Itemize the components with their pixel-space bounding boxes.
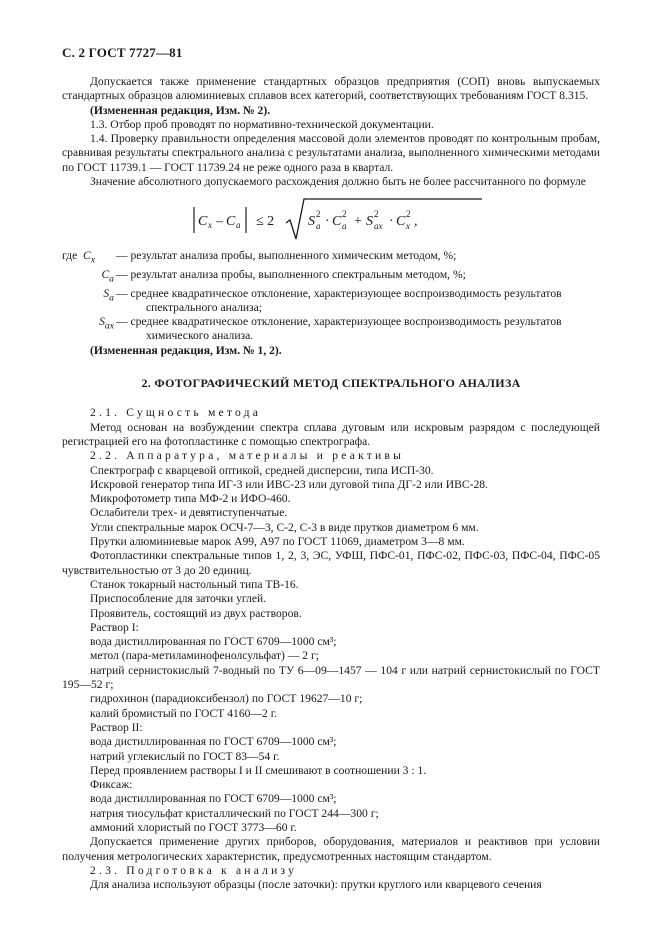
paragraph-sulfite: натрий сернистокислый 7-водный по ТУ 6—09—1457 — 104 г или натрий сернистокислый по ГОСТ 195—52 г;	[62, 663, 600, 692]
definition-cx	[62, 249, 600, 268]
definition-text-cx: — результат анализа пробы, выполненного химическим методом, %;	[116, 249, 457, 263]
definition-ca	[62, 268, 600, 287]
formula-cx2-sup: 2	[406, 209, 411, 220]
definition-text-sax: — среднее квадратическое отклонение, характеризующее воспроизводимость результатов химического анализа.	[116, 315, 562, 343]
formula-dot-2: ·	[389, 214, 394, 230]
list-item: Раствор II:	[90, 720, 143, 734]
list-item: Проявитель, состоящий из двух растворов.	[90, 606, 302, 620]
page-header: С. 2 ГОСТ 7727—81	[62, 45, 183, 60]
list-item: калий бромистый по ГОСТ 4160—2 г.	[90, 706, 278, 720]
formula-ca2-sup: 2	[342, 209, 347, 220]
list-item: Приспособление для заточки углей.	[90, 592, 267, 606]
formula-cx-sub: x	[208, 220, 212, 231]
formula-relation: ≤ 2	[256, 214, 275, 230]
list-item: вода дистиллированная по ГОСТ 6709—1000 см³;	[90, 635, 337, 649]
paragraph-1-3: 1.3. Отбор проб проводят по нормативно-технической документации.	[90, 117, 434, 131]
formula-ca: C	[226, 214, 236, 230]
definition-sax	[62, 315, 600, 344]
definition-symbol-sax: $S_{ax}$	[99, 315, 114, 332]
formula-sax-sub: ax	[374, 221, 383, 232]
list-item: Перед проявлением растворы I и II смешивают в соотношении 3 : 1.	[90, 763, 427, 777]
list-item: Раствор I:	[90, 620, 139, 634]
section-2-title: 2. ФОТОГРАФИЧЕСКИЙ МЕТОД СПЕКТРАЛЬНОГО АНАЛИЗА	[141, 376, 521, 391]
formula-sa-sub: a	[316, 221, 321, 232]
list-item: натрия тиосульфат кристаллический по ГОСТ 244—300 г;	[90, 806, 379, 820]
heading-2-2: 2.2. Аппаратура, материалы и реактивы	[90, 449, 405, 463]
definition-text-ca: — результат анализа пробы, выполненного спектральным методом, %;	[116, 267, 466, 281]
paragraph-formula-intro: Значение абсолютного допускаемого расхождения должно быть не более рассчитанного по формуле	[90, 175, 586, 189]
list-item: Спектрограф с кварцевой оптикой, средней дисперсии, типа ИСП-30.	[90, 463, 434, 477]
formula-ca2: C	[332, 214, 342, 230]
list-item: метол (пара-метиламинофенолсульфат) — 2 г;	[90, 649, 319, 663]
list-item: Станок токарный настольный типа ТВ-16.	[90, 577, 299, 591]
formula-dot-1: ·	[325, 214, 330, 230]
tolerance-formula	[192, 195, 492, 245]
list-item: вода дистиллированная по ГОСТ 6709—1000 см³;	[90, 735, 337, 749]
formula-comma: ,	[414, 214, 418, 230]
formula-ca2-sub: a	[342, 221, 347, 232]
paragraph-photoplates: Фотопластинки спектральные типов 1, 2, 3, ЭС, УФШ, ПФС-01, ПФС-02, ПФС-03, ПФС-04, ПФС-05 чувствительностью от 3 до 20 единиц.	[62, 549, 600, 577]
paragraph-1-4: 1.4. Проверку правильности определения массовой доли элементов проводят по контрольным пробам, сравнивая результаты спектрального анализа с результатами анализа, выполненного химическими методами по ГОСТ 11739.1 — ГОСТ 11739.24 не реже одного раза в квартал.	[62, 132, 600, 174]
page-body	[62, 75, 600, 892]
formula-cx2-sub: x	[406, 221, 410, 232]
paragraph-2-3: Для анализа используют образцы (после заточки): прутки круглого или кварцевого сечения	[90, 878, 542, 892]
list-item: Прутки алюминиевые марок А99, А97 по ГОСТ 11069, диаметром 3—8 мм.	[90, 535, 465, 549]
formula-sax: S	[366, 214, 373, 230]
definition-symbol-ca: $C_a$	[101, 267, 114, 285]
list-item: Ослабители трех- и девятиступенчатые.	[90, 506, 288, 520]
formula-sax-sup: 2	[374, 209, 379, 220]
edit-note-2: (Измененная редакция, Изм. № 1, 2).	[90, 343, 282, 357]
formula-definitions	[62, 249, 600, 358]
heading-2-3: 2.3. Подготовка к анализу	[90, 863, 298, 877]
formula-cx: C	[198, 214, 208, 230]
definition-text-sa: — среднее квадратическое отклонение, характеризующее воспроизводимость результатов спектрального анализа;	[116, 286, 562, 314]
paragraph-alternatives: Допускается применение других приборов, оборудования, материалов и реактивов при условии получения метрологических характеристик, предусмотренных настоящим стандартом.	[62, 835, 600, 863]
formula-sa: S	[308, 214, 315, 230]
list-item: Угли спектральные марок ОСЧ-7—3, С-2, С-3 в виде прутков диаметром 6 мм.	[90, 520, 479, 534]
list-item: Фиксаж:	[90, 778, 133, 792]
formula-cx2: C	[396, 214, 406, 230]
list-item: Микрофотометр типа МФ-2 и ИФО-460.	[90, 492, 291, 506]
list-item: вода дистиллированная по ГОСТ 6709—1000 см³;	[90, 792, 337, 806]
formula-block	[62, 195, 600, 247]
list-item: гидрохинон (парадиоксибензол) по ГОСТ 19627—10 г;	[90, 692, 363, 706]
formula-minus: –	[216, 214, 223, 230]
list-item: Искровой генератор типа ИГ-3 или ИВС-23 или дуговой типа ДГ-2 или ИВС-28.	[90, 477, 488, 491]
paragraph-som: Допускается также применение стандартных образцов предприятия (СОП) вновь выпускаемых стандартных образцов алюминиевых сплавов всех категорий, соответствующих требованиям ГОСТ 8.315.	[62, 75, 600, 103]
list-item: аммоний хлористый по ГОСТ 3773—60 г.	[90, 820, 297, 834]
formula-plus: +	[354, 214, 362, 230]
edit-note-1: (Измененная редакция, Изм. № 2).	[90, 103, 271, 117]
paragraph-2-1: Метод основан на возбуждении спектра сплава дуговым или искровым разрядом с последующей регистрацией его на фотопластинке с помощью спектрографа.	[62, 420, 600, 448]
definition-sa	[62, 287, 600, 316]
definition-symbol-cx: где $C_x$	[62, 249, 96, 266]
formula-sa-sup: 2	[316, 209, 321, 220]
definition-symbol-sa: $S_a$	[103, 286, 114, 303]
formula-ca-sub: a	[236, 220, 241, 231]
heading-2-1: 2.1. Сущность метода	[90, 406, 262, 420]
radical-sign	[286, 199, 482, 239]
list-item: натрий углекислый по ГОСТ 83—54 г.	[90, 749, 280, 763]
